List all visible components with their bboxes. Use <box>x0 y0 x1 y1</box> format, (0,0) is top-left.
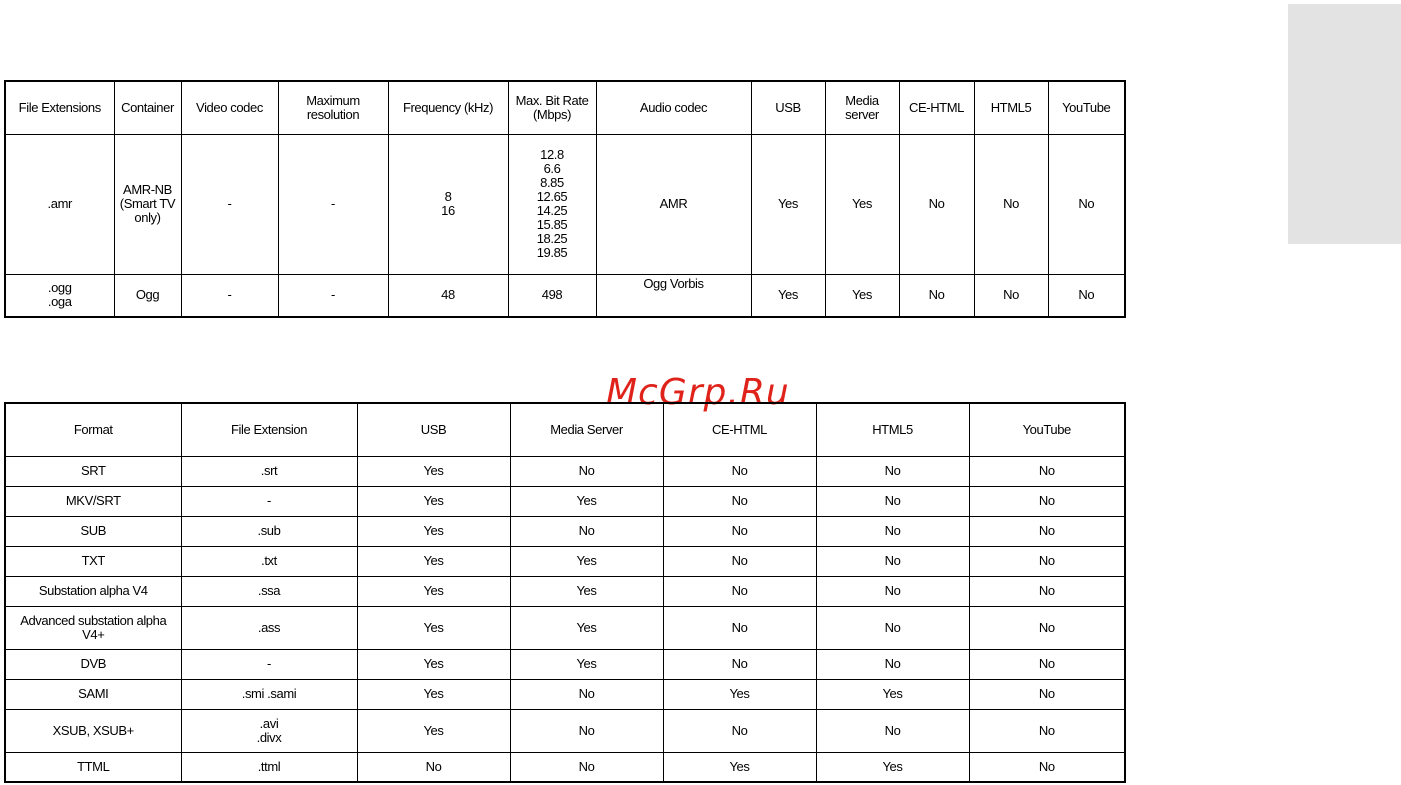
table-row <box>5 752 1125 782</box>
format-cell: SRT <box>5 456 181 486</box>
media-cell: No <box>510 456 663 486</box>
media-cell: No <box>510 679 663 709</box>
usb-cell: Yes <box>357 606 510 649</box>
cehtml-cell: No <box>899 274 974 317</box>
container-cell: Ogg <box>114 274 181 317</box>
col-header: Maximum resolution <box>278 81 388 134</box>
cehtml-cell: No <box>663 606 816 649</box>
ext-cell: .ssa <box>181 576 357 606</box>
bitrate-cell: 498 <box>508 274 596 317</box>
html5-cell: No <box>974 274 1048 317</box>
youtube-cell: No <box>969 679 1125 709</box>
col-header: Container <box>114 81 181 134</box>
col-header: YouTube <box>969 403 1125 456</box>
youtube-cell: No <box>969 649 1125 679</box>
cehtml-cell: Yes <box>663 679 816 709</box>
col-header: Format <box>5 403 181 456</box>
ext-cell: .smi .sami <box>181 679 357 709</box>
format-cell: SUB <box>5 516 181 546</box>
col-header: Frequency (kHz) <box>388 81 508 134</box>
cehtml-cell: No <box>663 649 816 679</box>
col-header: Media Server <box>510 403 663 456</box>
usb-cell: Yes <box>357 709 510 752</box>
html5-cell: No <box>816 516 969 546</box>
youtube-cell: No <box>969 752 1125 782</box>
cehtml-cell: No <box>663 546 816 576</box>
usb-cell: Yes <box>357 456 510 486</box>
usb-cell: Yes <box>357 679 510 709</box>
subtitle-format-table <box>4 402 1126 783</box>
audio-cell: AMR <box>596 134 751 274</box>
col-header: YouTube <box>1048 81 1125 134</box>
format-cell: TTML <box>5 752 181 782</box>
ext-cell: .avi .divx <box>181 709 357 752</box>
audio-format-table <box>4 80 1126 318</box>
media-cell: No <box>510 516 663 546</box>
html5-cell: No <box>816 606 969 649</box>
table-header-row <box>5 403 1125 456</box>
resolution-cell: - <box>278 134 388 274</box>
cehtml-cell: Yes <box>663 752 816 782</box>
side-tab <box>1288 4 1401 244</box>
usb-cell: No <box>357 752 510 782</box>
cehtml-cell: No <box>663 709 816 752</box>
col-header: Max. Bit Rate (Mbps) <box>508 81 596 134</box>
media-cell: Yes <box>510 576 663 606</box>
cehtml-cell: No <box>663 456 816 486</box>
col-header: CE-HTML <box>899 81 974 134</box>
video-cell: - <box>181 134 278 274</box>
html5-cell: No <box>816 456 969 486</box>
usb-cell: Yes <box>357 516 510 546</box>
ext-cell: - <box>181 649 357 679</box>
html5-cell: No <box>816 576 969 606</box>
media-cell: Yes <box>825 274 899 317</box>
youtube-cell: No <box>1048 274 1125 317</box>
cehtml-cell: No <box>663 516 816 546</box>
usb-cell: Yes <box>357 546 510 576</box>
table-row <box>5 679 1125 709</box>
watermark: McGrp.Ru <box>606 372 790 413</box>
frequency-cell: 8 16 <box>388 134 508 274</box>
ext-cell: .ogg .oga <box>5 274 114 317</box>
media-cell: Yes <box>510 649 663 679</box>
html5-cell: Yes <box>816 679 969 709</box>
frequency-cell: 48 <box>388 274 508 317</box>
html5-cell: No <box>816 486 969 516</box>
format-cell: Advanced substation alpha V4+ <box>5 606 181 649</box>
cehtml-cell: No <box>663 486 816 516</box>
ext-cell: - <box>181 486 357 516</box>
youtube-cell: No <box>969 709 1125 752</box>
ext-cell: .srt <box>181 456 357 486</box>
table-row <box>5 576 1125 606</box>
format-cell: Substation alpha V4 <box>5 576 181 606</box>
table-row <box>5 456 1125 486</box>
ext-cell: .ass <box>181 606 357 649</box>
format-cell: SAMI <box>5 679 181 709</box>
audio-cell: Ogg Vorbis <box>596 274 751 317</box>
bitrate-cell: 12.8 6.6 8.85 12.65 14.25 15.85 18.25 19.85 <box>508 134 596 274</box>
cehtml-cell: No <box>663 576 816 606</box>
media-cell: Yes <box>825 134 899 274</box>
youtube-cell: No <box>969 606 1125 649</box>
youtube-cell: No <box>1048 134 1125 274</box>
col-header: File Extension <box>181 403 357 456</box>
usb-cell: Yes <box>357 576 510 606</box>
cehtml-cell: No <box>899 134 974 274</box>
ext-cell: .sub <box>181 516 357 546</box>
media-cell: No <box>510 709 663 752</box>
ext-cell: .txt <box>181 546 357 576</box>
ext-cell: .ttml <box>181 752 357 782</box>
html5-cell: Yes <box>816 752 969 782</box>
col-header: File Extensions <box>5 81 114 134</box>
ext-cell: .amr <box>5 134 114 274</box>
col-header: Video codec <box>181 81 278 134</box>
table-row <box>5 486 1125 516</box>
format-cell: TXT <box>5 546 181 576</box>
resolution-cell: - <box>278 274 388 317</box>
html5-cell: No <box>816 709 969 752</box>
usb-cell: Yes <box>751 134 825 274</box>
format-cell: DVB <box>5 649 181 679</box>
youtube-cell: No <box>969 456 1125 486</box>
container-cell: AMR-NB (Smart TV only) <box>114 134 181 274</box>
media-cell: Yes <box>510 606 663 649</box>
usb-cell: Yes <box>751 274 825 317</box>
table-row <box>5 516 1125 546</box>
media-cell: No <box>510 752 663 782</box>
table-row <box>5 134 1125 274</box>
media-cell: Yes <box>510 486 663 516</box>
format-cell: XSUB, XSUB+ <box>5 709 181 752</box>
youtube-cell: No <box>969 486 1125 516</box>
col-header: USB <box>751 81 825 134</box>
col-header: Media server <box>825 81 899 134</box>
youtube-cell: No <box>969 546 1125 576</box>
table-row <box>5 709 1125 752</box>
table-row <box>5 649 1125 679</box>
col-header: HTML5 <box>816 403 969 456</box>
col-header: Audio codec <box>596 81 751 134</box>
youtube-cell: No <box>969 516 1125 546</box>
format-cell: MKV/SRT <box>5 486 181 516</box>
html5-cell: No <box>816 546 969 576</box>
table-row <box>5 546 1125 576</box>
media-cell: Yes <box>510 546 663 576</box>
html5-cell: No <box>974 134 1048 274</box>
usb-cell: Yes <box>357 486 510 516</box>
col-header: HTML5 <box>974 81 1048 134</box>
video-cell: - <box>181 274 278 317</box>
table-row <box>5 274 1125 317</box>
table-row <box>5 606 1125 649</box>
col-header: USB <box>357 403 510 456</box>
usb-cell: Yes <box>357 649 510 679</box>
col-header: CE-HTML <box>663 403 816 456</box>
youtube-cell: No <box>969 576 1125 606</box>
table-header-row <box>5 81 1125 134</box>
html5-cell: No <box>816 649 969 679</box>
